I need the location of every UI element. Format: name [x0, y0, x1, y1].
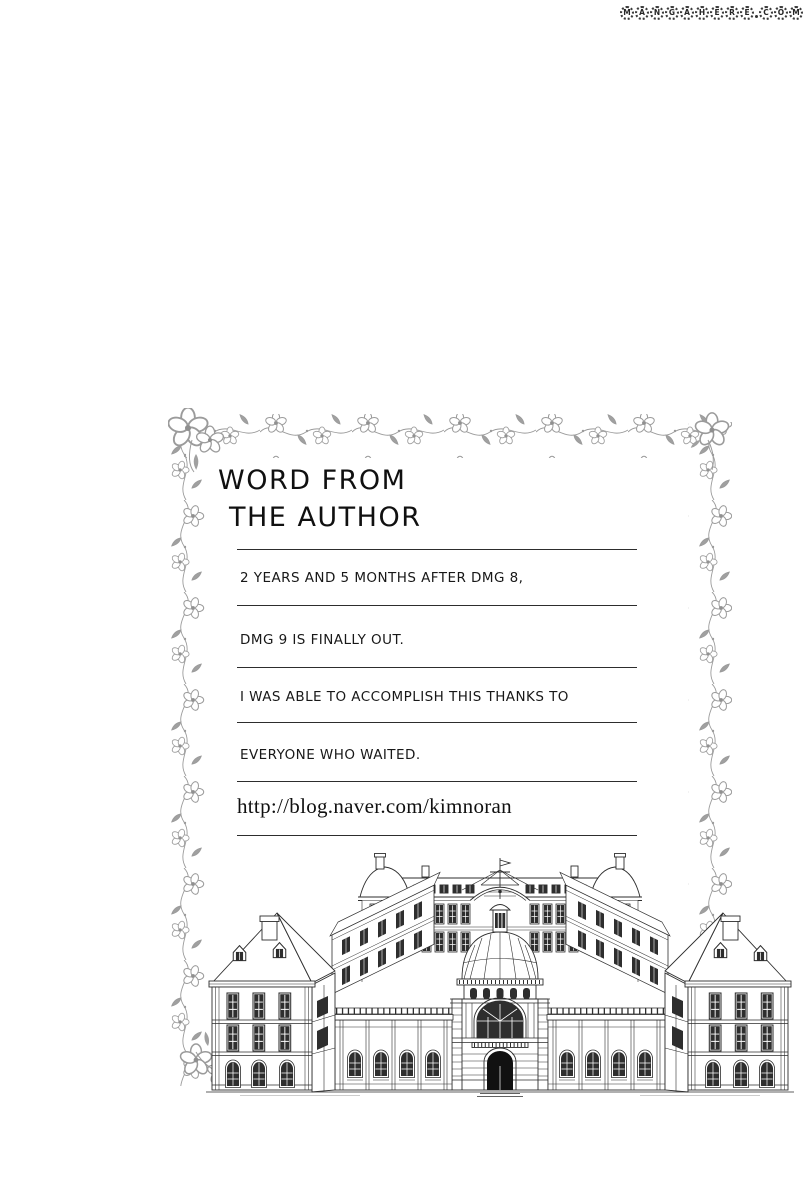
note-line: 2 YEARS AND 5 MONTHS AFTER DMG 8,	[240, 570, 524, 586]
watermark-letter: M	[620, 6, 634, 20]
palace-dome-pavilion	[450, 932, 550, 1097]
watermark-letter: E	[710, 6, 724, 20]
ruled-line	[237, 781, 637, 782]
watermark-letter: A	[635, 6, 649, 20]
note-title	[218, 462, 421, 536]
watermark-letter: O	[774, 6, 788, 20]
watermark-letter: G	[665, 6, 679, 20]
palace-right-pavilion	[665, 913, 791, 1092]
watermark-dot-icon	[755, 15, 758, 18]
ruled-line	[237, 605, 637, 606]
note-line: EVERYONE WHO WAITED.	[240, 747, 421, 763]
watermark-letter: E	[740, 6, 754, 20]
palace-right-gallery	[547, 1008, 666, 1090]
ruled-line	[237, 549, 637, 550]
palace-illustration	[200, 852, 800, 1102]
watermark-letter: A	[680, 6, 694, 20]
note-title-line2: THE AUTHOR	[229, 502, 422, 533]
note-line: I WAS ABLE TO ACCOMPLISH THIS THANKS TO	[240, 689, 569, 705]
ruled-line	[237, 667, 637, 668]
watermark	[620, 6, 803, 20]
palace-left-pavilion	[209, 913, 335, 1092]
watermark-letter: N	[650, 6, 664, 20]
author-blog-url: http://blog.naver.com/kimnoran	[237, 794, 512, 818]
palace-left-gallery	[334, 1008, 453, 1090]
ruled-line	[237, 835, 637, 836]
watermark-letter: C	[759, 6, 773, 20]
note-title-line1: WORD FROM	[218, 465, 407, 496]
ruled-line	[237, 722, 637, 723]
note-line: DMG 9 IS FINALLY OUT.	[240, 632, 405, 648]
watermark-letter: R	[725, 6, 739, 20]
watermark-letter: H	[695, 6, 709, 20]
watermark-letter: M	[789, 6, 803, 20]
